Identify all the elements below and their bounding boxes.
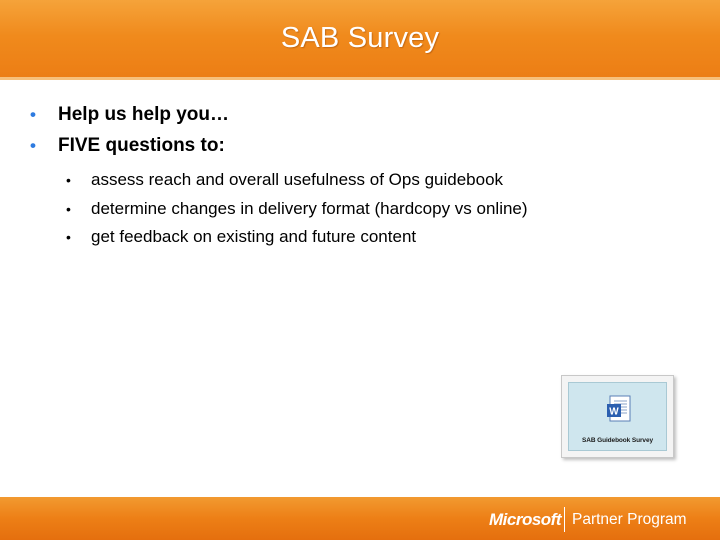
list-item <box>66 170 528 199</box>
list-item <box>30 104 229 135</box>
list-item <box>30 135 229 166</box>
embedded-document-link[interactable] <box>561 375 674 458</box>
title-bar <box>0 0 720 80</box>
list-item <box>66 227 528 256</box>
sub-bullet-text: determine changes in delivery format (hardcopy vs online) <box>91 198 528 218</box>
bullet-icon: • <box>66 229 71 245</box>
bullet-icon: • <box>66 172 71 188</box>
footer-divider <box>564 507 565 532</box>
sub-bullet-text: assess reach and overall usefulness of Ops guidebook <box>91 170 504 189</box>
attachment-label: SAB Guidebook Survey <box>582 437 653 444</box>
partner-program-label: Partner Program <box>572 511 687 528</box>
main-bullet-list <box>30 104 229 166</box>
microsoft-logo: Microsoft <box>489 510 561 529</box>
sub-bullet-list <box>66 170 528 256</box>
sub-bullet-text: get feedback on existing and future content <box>91 227 417 246</box>
bullet-icon: • <box>30 105 36 124</box>
bullet-icon: • <box>66 200 71 217</box>
bullet-icon: • <box>30 136 36 155</box>
word-document-icon <box>606 395 632 423</box>
bullet-text: Help us help you… <box>58 104 230 125</box>
slide-title: SAB Survey <box>280 22 440 54</box>
svg-text:W: W <box>609 406 619 418</box>
bullet-text: FIVE questions to: <box>58 135 225 156</box>
document-thumbnail <box>568 382 667 451</box>
list-item <box>66 199 528 228</box>
